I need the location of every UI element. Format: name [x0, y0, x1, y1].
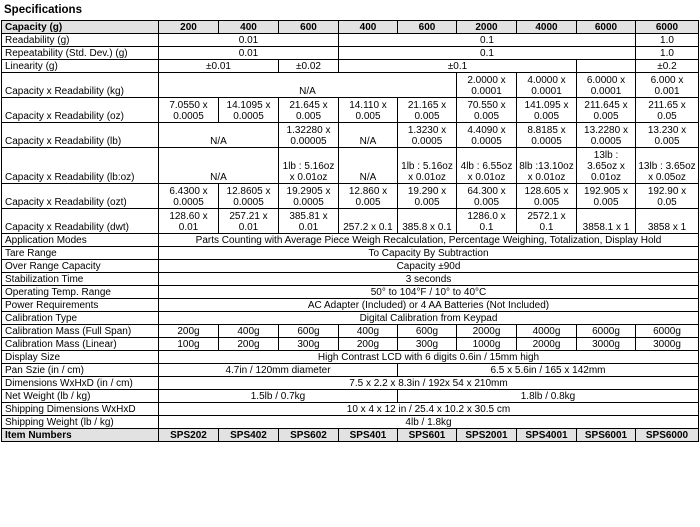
table-row	[2, 299, 699, 312]
row-label: Linearity (g)	[2, 60, 159, 73]
value-cell: 4lb / 1.8kg	[159, 416, 699, 429]
capacity-cell: 6000	[636, 21, 699, 34]
row-label: Stabilization Time	[2, 273, 159, 286]
value-cell: 1lb : 5.16oz x 0.01oz	[279, 148, 339, 184]
capacity-cell: 400	[339, 21, 398, 34]
value-cell: 12.8605 x 0.0005	[219, 184, 279, 209]
capacity-cell: 6000	[577, 21, 636, 34]
value-cell: 21.165 x 0.005	[398, 98, 457, 123]
value-cell: 400g	[219, 325, 279, 338]
value-cell: 6000g	[636, 325, 699, 338]
row-label: Operating Temp. Range	[2, 286, 159, 299]
item-number-cell: SPS6001	[577, 429, 636, 442]
row-label: Over Range Capacity	[2, 260, 159, 273]
table-row	[2, 312, 699, 325]
table-row	[2, 98, 699, 123]
table-row	[2, 73, 699, 98]
row-label: Capacity (g)	[2, 21, 159, 34]
value-cell: 1286.0 x 0.1	[457, 209, 517, 234]
item-number-cell: SPS602	[279, 429, 339, 442]
value-cell: 7.0550 x 0.0005	[159, 98, 219, 123]
value-cell: 13lb : 3.65oz x 0.01oz	[577, 148, 636, 184]
value-cell: 6.0000 x 0.0001	[577, 73, 636, 98]
value-cell: 70.550 x 0.005	[457, 98, 517, 123]
page-title: Specifications	[4, 4, 82, 16]
value-cell: 1.3230 x 0.0005	[398, 123, 457, 148]
value-cell: 1.32280 x 0.00005	[279, 123, 339, 148]
value-cell: 13.230 x 0.005	[636, 123, 699, 148]
table-row	[2, 184, 699, 209]
table-row	[2, 364, 699, 377]
value-cell: 200g	[339, 338, 398, 351]
value-cell: 128.605 x 0.005	[517, 184, 577, 209]
item-number-cell: SPS4001	[517, 429, 577, 442]
table-row	[2, 325, 699, 338]
row-label: Capacity x Readability (kg)	[2, 73, 159, 98]
table-row	[2, 273, 699, 286]
value-cell: 64.300 x 0.005	[457, 184, 517, 209]
value-cell: 0.1	[339, 47, 636, 60]
table-row	[2, 148, 699, 184]
value-cell: 4.0000 x 0.0001	[517, 73, 577, 98]
capacity-cell: 600	[398, 21, 457, 34]
header-row	[2, 21, 699, 34]
value-cell: 1.0	[636, 34, 699, 47]
row-label: Capacity x Readability (oz)	[2, 98, 159, 123]
value-cell: 192.90 x 0.05	[636, 184, 699, 209]
item-number-cell: SPS2001	[457, 429, 517, 442]
value-cell: 6.000 x 0.001	[636, 73, 699, 98]
value-cell: 1000g	[457, 338, 517, 351]
table-row	[2, 247, 699, 260]
value-cell: 385.81 x 0.01	[279, 209, 339, 234]
value-cell: 3 seconds	[159, 273, 699, 286]
value-cell: 14.1095 x 0.0005	[219, 98, 279, 123]
value-cell: 50° to 104°F / 10° to 40°C	[159, 286, 699, 299]
value-cell: ±0.1	[339, 60, 577, 73]
value-cell: N/A	[159, 148, 279, 184]
row-label: Capacity x Readability (lb)	[2, 123, 159, 148]
spec-table	[1, 20, 699, 442]
row-label: Net Weight (lb / kg)	[2, 390, 159, 403]
value-cell: 19.290 x 0.005	[398, 184, 457, 209]
value-cell: 4.4090 x 0.0005	[457, 123, 517, 148]
value-cell: ±0.01	[159, 60, 279, 73]
value-cell: 600g	[279, 325, 339, 338]
value-cell: 3858 x 1	[636, 209, 699, 234]
value-cell: 200g	[159, 325, 219, 338]
item-number-cell: SPS401	[339, 429, 398, 442]
table-row	[2, 403, 699, 416]
table-row	[2, 416, 699, 429]
row-label: Display Size	[2, 351, 159, 364]
value-cell: 1.8lb / 0.8kg	[398, 390, 699, 403]
value-cell: Parts Counting with Average Piece Weigh Recalculation, Percentage Weighing, Totalization, Display Hold	[159, 234, 699, 247]
value-cell: 2572.1 x 0.1	[517, 209, 577, 234]
value-cell: 4.7in / 120mm diameter	[159, 364, 398, 377]
value-cell: 6.4300 x 0.0005	[159, 184, 219, 209]
value-cell: N/A	[159, 73, 457, 98]
table-row	[2, 286, 699, 299]
value-cell: 4000g	[517, 325, 577, 338]
capacity-cell: 2000	[457, 21, 517, 34]
value-cell: 21.645 x 0.005	[279, 98, 339, 123]
value-cell: 3000g	[577, 338, 636, 351]
value-cell: 141.095 x 0.005	[517, 98, 577, 123]
table-row	[2, 377, 699, 390]
table-row	[2, 390, 699, 403]
value-cell: 600g	[398, 325, 457, 338]
row-label: Shipping Dimensions WxHxD	[2, 403, 159, 416]
row-label: Calibration Mass (Full Span)	[2, 325, 159, 338]
table-row	[2, 60, 699, 73]
row-label: Dimensions WxHxD (in / cm)	[2, 377, 159, 390]
row-label: Capacity x Readability (ozt)	[2, 184, 159, 209]
value-cell: 385.8 x 0.1	[398, 209, 457, 234]
value-cell: 7.5 x 2.2 x 8.3in / 192x 54 x 210mm	[159, 377, 699, 390]
value-cell: 6000g	[577, 325, 636, 338]
value-cell: High Contrast LCD with 6 digits 0.6in / 15mm high	[159, 351, 699, 364]
value-cell: 19.2905 x 0.0005	[279, 184, 339, 209]
value-cell: N/A	[339, 123, 398, 148]
table-row	[2, 351, 699, 364]
value-cell: 0.01	[159, 34, 339, 47]
value-cell: Digital Calibration from Keypad	[159, 312, 699, 325]
value-cell: 10 x 4 x 12 in / 25.4 x 10.2 x 30.5 cm	[159, 403, 699, 416]
value-cell: 2000g	[457, 325, 517, 338]
capacity-cell: 600	[279, 21, 339, 34]
value-cell: 3858.1 x 1	[577, 209, 636, 234]
item-number-cell: SPS601	[398, 429, 457, 442]
value-cell: 8lb :13.10oz x 0.01oz	[517, 148, 577, 184]
value-cell: 300g	[279, 338, 339, 351]
capacity-cell: 400	[219, 21, 279, 34]
value-cell: 13lb : 3.65oz x 0.05oz	[636, 148, 699, 184]
value-cell: 400g	[339, 325, 398, 338]
value-cell: ±0.02	[279, 60, 339, 73]
row-label: Application Modes	[2, 234, 159, 247]
row-label: Shipping Weight (lb / kg)	[2, 416, 159, 429]
value-cell: 100g	[159, 338, 219, 351]
value-cell	[577, 60, 636, 73]
item-number-cell: SPS6000	[636, 429, 699, 442]
table-row	[2, 234, 699, 247]
value-cell: AC Adapter (Included) or 4 AA Batteries (Not Included)	[159, 299, 699, 312]
value-cell: 257.2 x 0.1	[339, 209, 398, 234]
table-row	[2, 338, 699, 351]
item-numbers-row	[2, 429, 699, 442]
value-cell: ±0.2	[636, 60, 699, 73]
row-label: Capacity x Readability (lb:oz)	[2, 148, 159, 184]
item-number-cell: SPS402	[219, 429, 279, 442]
row-label: Item Numbers	[2, 429, 159, 442]
value-cell: 211.65 x 0.05	[636, 98, 699, 123]
table-row	[2, 209, 699, 234]
value-cell: 300g	[398, 338, 457, 351]
capacity-cell: 200	[159, 21, 219, 34]
row-label: Readability (g)	[2, 34, 159, 47]
value-cell: Capacity ±90d	[159, 260, 699, 273]
value-cell: 192.905 x 0.005	[577, 184, 636, 209]
value-cell: 211.645 x 0.005	[577, 98, 636, 123]
table-row	[2, 123, 699, 148]
value-cell: 200g	[219, 338, 279, 351]
value-cell: N/A	[339, 148, 398, 184]
value-cell: 3000g	[636, 338, 699, 351]
item-number-cell: SPS202	[159, 429, 219, 442]
table-row	[2, 47, 699, 60]
value-cell: 12.860 x 0.005	[339, 184, 398, 209]
capacity-cell: 4000	[517, 21, 577, 34]
value-cell: 0.1	[339, 34, 636, 47]
row-label: Repeatability (Std. Dev.) (g)	[2, 47, 159, 60]
value-cell: 8.8185 x 0.0005	[517, 123, 577, 148]
value-cell: 128.60 x 0.01	[159, 209, 219, 234]
value-cell: 1.5lb / 0.7kg	[159, 390, 398, 403]
row-label: Capacity x Readability (dwt)	[2, 209, 159, 234]
value-cell: 2000g	[517, 338, 577, 351]
row-label: Tare Range	[2, 247, 159, 260]
value-cell: 13.2280 x 0.0005	[577, 123, 636, 148]
row-label: Power Requirements	[2, 299, 159, 312]
value-cell: 1lb : 5.16oz x 0.01oz	[398, 148, 457, 184]
row-label: Calibration Mass (Linear)	[2, 338, 159, 351]
row-label: Pan Szie (in / cm)	[2, 364, 159, 377]
table-row	[2, 34, 699, 47]
value-cell: 257.21 x 0.01	[219, 209, 279, 234]
value-cell: 6.5 x 5.6in / 165 x 142mm	[398, 364, 699, 377]
value-cell: 2.0000 x 0.0001	[457, 73, 517, 98]
value-cell: 0.01	[159, 47, 339, 60]
table-row	[2, 260, 699, 273]
value-cell: 4lb : 6.55oz x 0.01oz	[457, 148, 517, 184]
row-label: Calibration Type	[2, 312, 159, 325]
value-cell: 14.110 x 0.005	[339, 98, 398, 123]
value-cell: 1.0	[636, 47, 699, 60]
value-cell: To Capacity By Subtraction	[159, 247, 699, 260]
value-cell: N/A	[159, 123, 279, 148]
